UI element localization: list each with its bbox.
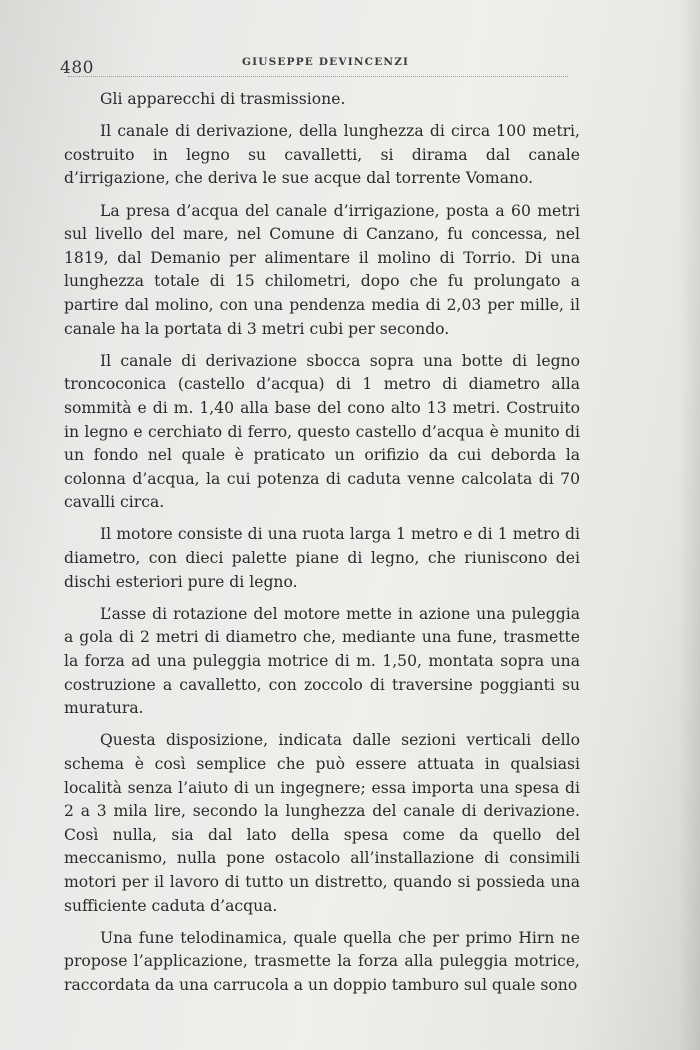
paragraph: Gli apparecchi di trasmissione. [100,90,346,108]
paragraph: Una fune telodinamica, quale quella che per primo Hirn ne propose l’applicazione, trasmette la forza alla puleggia motrice, raccordata da una carrucola a un doppio tamburo sul quale sono [64,928,580,994]
page-edge-shadow [678,0,700,1050]
paragraph: La presa d’acqua del canale d’irrigazione, posta a 60 metri sul livello del mare, nel Comune di Canzano, fu concessa, nel 1819, dal Demanio per alimentare il molino di Torrio. Di una lunghezza totale di 15 chilometri, dopo che fu prolungato a partire dal molino, con una pendenza media di 2,03 per mille, il canale ha la portata di 3 metri cubi per secondo. [64,201,580,338]
paragraph: L’asse di rotazione del motore mette in azione una puleggia a gola di 2 metri di diametro che, mediante una fune, trasmette la forza ad una puleggia motrice di m. 1,50, montata sopra una costruzione a cavalletto, con zoccolo di traversine poggianti su muratura. [64,604,580,718]
paragraph: Il canale di derivazione sbocca sopra una botte di legno troncoconica (castello d’acqua) di 1 metro di diametro alla sommità e di m. 1,40 alla base del cono alto 13 metri. Costruito in legno e cerchiato di ferro, questo castello d’acqua è munito di un fondo nel quale è praticato un orifizio da cui deborda la colonna d’acqua, la cui potenza di caduta venne calcolata di 70 cavalli circa. [64,351,580,512]
header-divider [68,76,568,77]
body-text [64,88,580,998]
running-head: GIUSEPPE DEVINCENZI [242,56,410,68]
page-number: 480 [60,58,94,78]
paragraph: Il motore consiste di una ruota larga 1 metro e di 1 metro di diametro, con dieci palette piane di legno, che riuniscono dei dischi esteriori pure di legno. [64,525,580,591]
paragraph: Questa disposizione, indicata dalle sezioni verticali dello schema è così semplice che può essere attuata in qualsiasi località senza l’aiuto di un ingegnere; essa importa una spesa di 2 a 3 mila lire, secondo la lunghezza del canale di derivazione. Così nulla, sia dal lato della spesa come da quello del meccanismo, nulla pone ostacolo all’installazione di consimili motori per il lavoro di tutto un distretto, quando si possieda una sufficiente caduta d’acqua. [64,731,580,915]
page-header [60,52,580,78]
paragraph: Il canale di derivazione, della lunghezza di circa 100 metri, costruito in legno su cavalletti, si dirama dal canale d’irrigazione, che deriva le sue acque dal torrente Vomano. [64,122,580,188]
